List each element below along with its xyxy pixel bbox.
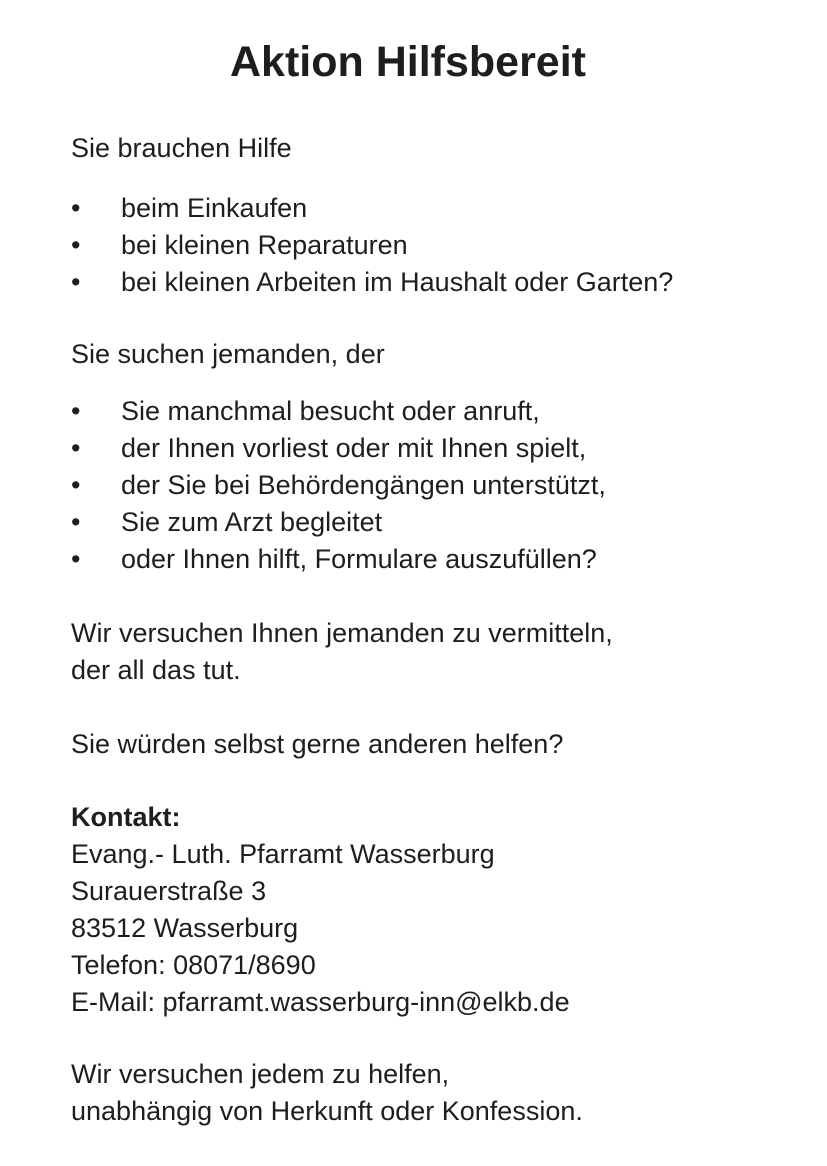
contact-city: 83512 Wasserburg <box>71 913 299 943</box>
list-item <box>71 393 606 430</box>
bullet-icon: • <box>71 267 81 297</box>
bullet-icon: • <box>71 470 81 500</box>
closing-line: Wir versuchen jedem zu helfen, <box>71 1059 450 1089</box>
offer-line: Wir versuchen Ihnen jemanden zu vermitteln, <box>71 618 613 648</box>
contact-organization: Evang.- Luth. Pfarramt Wasserburg <box>71 839 495 869</box>
bullet-icon: • <box>71 433 81 463</box>
list-item-text: der Ihnen vorliest oder mit Ihnen spielt, <box>121 433 587 463</box>
contact-phone: Telefon: 08071/8690 <box>71 950 316 980</box>
offer-paragraph <box>71 615 613 689</box>
list-item-text: Sie manchmal besucht oder anruft, <box>121 396 540 426</box>
list-item <box>71 467 606 504</box>
contact-street: Surauerstraße 3 <box>71 876 267 906</box>
list-item-text: bei kleinen Reparaturen <box>121 230 408 260</box>
list-item-text: bei kleinen Arbeiten im Haushalt oder Garten? <box>121 267 674 297</box>
bullet-icon: • <box>71 544 81 574</box>
list-item-text: oder Ihnen hilft, Formulare auszufüllen? <box>121 544 597 574</box>
volunteer-question: Sie würden selbst gerne anderen helfen? <box>71 729 564 759</box>
list-item <box>71 504 606 541</box>
list-item <box>71 190 673 227</box>
section2-list <box>71 393 606 578</box>
contact-email: E-Mail: pfarramt.wasserburg-inn@elkb.de <box>71 987 570 1017</box>
section1-intro: Sie brauchen Hilfe <box>71 133 292 163</box>
list-item <box>71 541 606 578</box>
list-item-text: der Sie bei Behördengängen unterstützt, <box>121 470 606 500</box>
list-item-text: beim Einkaufen <box>121 193 308 223</box>
section2-intro: Sie suchen jemanden, der <box>71 339 385 369</box>
bullet-icon: • <box>71 507 81 537</box>
closing-line: unabhängig von Herkunft oder Konfession. <box>71 1096 583 1126</box>
contact-block <box>71 799 570 1021</box>
section1-list <box>71 190 673 301</box>
list-item-text: Sie zum Arzt begleitet <box>121 507 383 537</box>
list-item <box>71 227 673 264</box>
bullet-icon: • <box>71 193 81 223</box>
contact-heading: Kontakt: <box>71 802 181 832</box>
list-item <box>71 264 673 301</box>
closing-paragraph <box>71 1056 583 1130</box>
offer-line: der all das tut. <box>71 655 241 685</box>
list-item <box>71 430 606 467</box>
page-title: Aktion Hilfsbereit <box>230 38 586 86</box>
bullet-icon: • <box>71 230 81 260</box>
bullet-icon: • <box>71 396 81 426</box>
